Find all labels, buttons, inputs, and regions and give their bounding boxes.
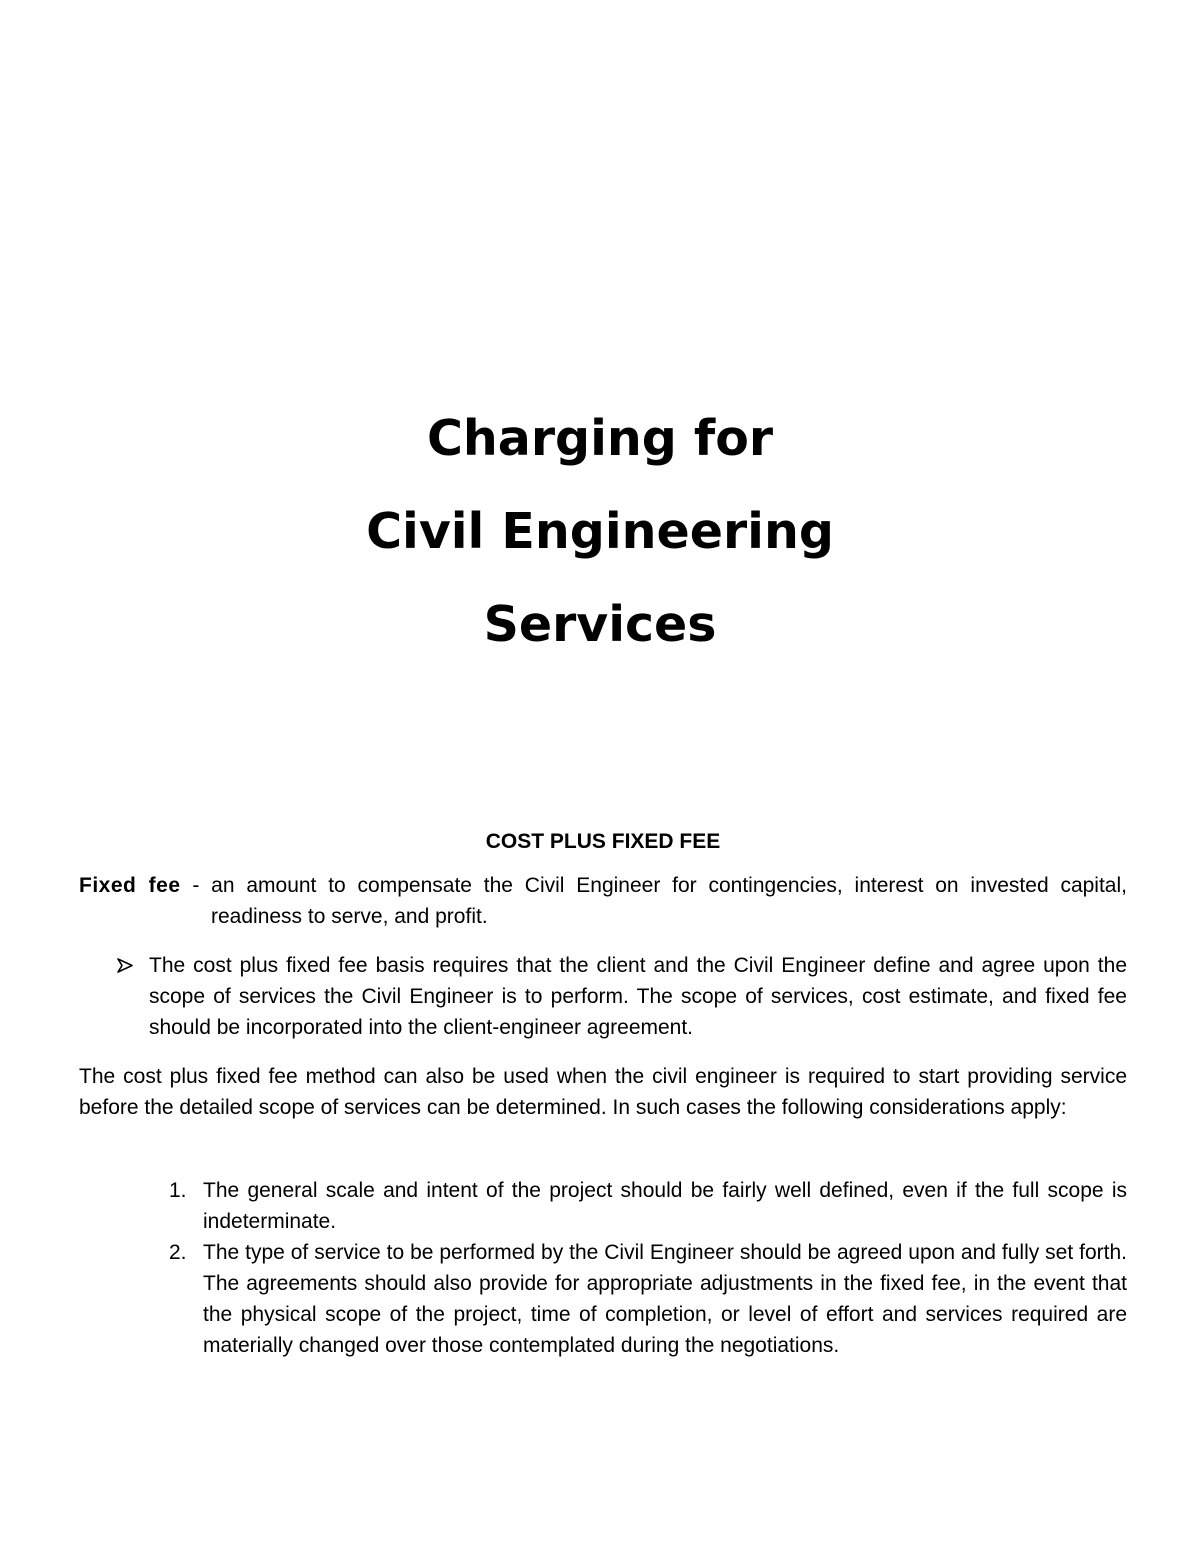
definition-text: - an amount to compensate the Civil Engineer for contingencies, interest on invested capital, readiness to serve, and profit. [192,874,1127,928]
list-item-text: The general scale and intent of the project should be fairly well defined, even if the full scope is indeterminate. [203,1179,1127,1233]
list-item-number: 2. [169,1241,187,1264]
arrowhead-bullet-icon [115,950,135,981]
list-item-text: The type of service to be performed by the Civil Engineer should be agreed upon and fully set forth. The agreements should also provide for appropriate adjustments in the fixed fee, in the event that the physical scope of the project, time of completion, or level of effort and services required are materially changed over those contemplated during the negotiations. [203,1241,1127,1357]
list-item [79,1175,1127,1237]
bullet-item [79,950,1127,1043]
list-item [79,1237,1127,1361]
list-item-number: 1. [169,1179,187,1202]
body-paragraph: The cost plus fixed fee method can also be used when the civil engineer is required to start providing service before the detailed scope of services can be determined. In such cases the following considerations apply: [79,1065,1127,1119]
title-line-2: Civil Engineering [366,503,834,560]
definition-paragraph [79,870,1127,932]
bullet-text: The cost plus fixed fee basis requires that the client and the Civil Engineer define and agree upon the scope of services the Civil Engineer is to perform. The scope of services, cost estimate, and fixed fee should be incorporated into the client-engineer agreement. [149,954,1127,1039]
document-body [79,826,1127,1361]
definition-term: Fixed fee [79,874,181,897]
title-line-3: Services [483,596,717,653]
document-title [0,392,1200,671]
title-line-1: Charging for [426,410,774,467]
section-heading: COST PLUS FIXED FEE [485,830,721,853]
